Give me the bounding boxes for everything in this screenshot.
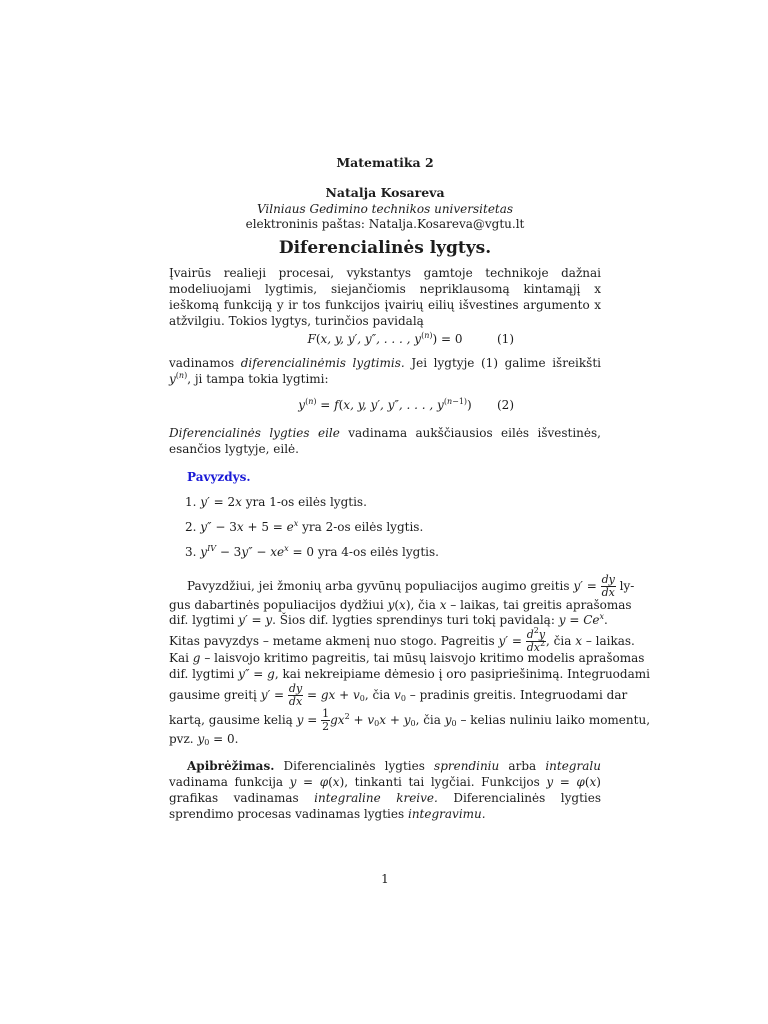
equation-2-body: $y^{(n)} = f(x$, y, y′, y″, . . . , $y^{(n-1)}$) bbox=[298, 397, 472, 412]
para2-text: Pavyzdžiui, jei žmonių arba gyvūnų populiacijos augimo greitis bbox=[187, 579, 570, 593]
example-item-number: 3. bbox=[185, 545, 197, 559]
equation-2-label: (2) bbox=[497, 398, 514, 412]
after-eq1-text-a: vadinamos bbox=[169, 356, 235, 370]
definition-text: arba bbox=[508, 759, 537, 773]
para2-text: – kelias nuliniu laiko momentu, bbox=[460, 713, 651, 727]
document-title: Matematika 2 bbox=[336, 155, 434, 170]
example-item-number: 2. bbox=[185, 520, 197, 534]
intro-text: Įvairūs realieji procesai, vykstantys gamtoje technikoje dažnai modeliuojami lygtimis, siejančiomis nepriklausomą kintamąjį x ieškomą funkciją y ir tos funkcijos įvairių eilių išvestines argumento x atžvilgiu. Tokios lygtys, turinčios pavidalą bbox=[169, 266, 601, 328]
stone-paragraph-line: gausime greitį y′ = $\frac{dy}{dx}$ = gx + $v_0$, čia $v_0$ – pradinis greitis. Integruodami dar bbox=[169, 682, 628, 708]
example-heading bbox=[169, 469, 601, 485]
equation-1-label: (1) bbox=[497, 332, 514, 346]
para2-text: Kai bbox=[169, 651, 189, 665]
example-item: 1. y′ = 2x yra 1-os eilės lygtis. bbox=[185, 495, 367, 509]
para2-text: – laikas, tai greitis aprašomas bbox=[450, 598, 632, 612]
page-number: 1 bbox=[381, 872, 389, 886]
author-email: elektroninis paštas: Natalja.Kosareva@vgtu.lt bbox=[245, 217, 525, 231]
order-paragraph bbox=[169, 425, 601, 457]
para2-text: , kai nekreipiame dėmesio į oro pasipriešinimą. Integruodami bbox=[274, 667, 650, 681]
para2-text: – laikas. bbox=[585, 634, 635, 648]
term-differential-equations: diferencialinėmis lygtimis. bbox=[240, 356, 405, 370]
example-heading-text: Pavyzdys. bbox=[187, 470, 251, 484]
after-eq1-paragraph: vadinamos diferencialinėmis lygtimis. Jei lygtyje (1) galime išreikšti $y^{(n)}$, ji tampa tokia lygtimi: bbox=[169, 356, 601, 386]
definition-text: , tinkanti tai lygčiai. Funkcijos bbox=[344, 775, 540, 789]
para2-text: , čia bbox=[415, 713, 441, 727]
para2-text: Kitas pavyzdys – metame akmenį nuo stogo. Pagreitis bbox=[169, 634, 495, 648]
definition-text: vadinama bbox=[169, 775, 228, 789]
example-item: 2. $y'' - 3x + 5 = e^x$ yra 2-os eilės lygtis. bbox=[185, 519, 424, 534]
term-integral: integralu bbox=[545, 759, 601, 773]
author-name: Natalja Kosareva bbox=[325, 185, 445, 200]
example-item-number: 1. bbox=[185, 495, 197, 509]
stone-paragraph-line: pvz. $y_0 = 0$. bbox=[169, 732, 239, 747]
para2-text: gus dabartinės populiacijos dydžiui bbox=[169, 598, 384, 612]
definition-text: grafikas vadinamas bbox=[169, 791, 299, 805]
definition-text: Diferencialinės lygties bbox=[283, 759, 425, 773]
definition-text: Diferencialinės lygties sprendimo procesas vadinamas lygties bbox=[169, 791, 601, 821]
example-item-text: yra 1-os eilės lygtis. bbox=[245, 495, 367, 509]
term-order: Diferencialinės lygties eile bbox=[169, 426, 340, 440]
term-integration: integravimu. bbox=[407, 807, 486, 821]
para2-text: . Šios dif. lygties sprendinys turi tokį pavidalą: bbox=[272, 613, 555, 627]
term-integral-curve: integraline kreive. bbox=[314, 791, 438, 805]
para2-text: kartą, gausime kelią bbox=[169, 713, 293, 727]
definition-paragraph: Apibrėžimas. Diferencialinės lygties sprendiniu arba integralu vadinama funkcija y = φ(x), tinkanti tai lygčiai. Funkcijos y = φ(x) grafikas vadinamas integraline kreive. Diferencialinės lygties sprendimo procesas vadinamas lygties integravimu. bbox=[169, 759, 601, 821]
term-solution: sprendiniu bbox=[434, 759, 500, 773]
author-affiliation: Vilniaus Gedimino technikos universitetas bbox=[256, 202, 514, 216]
para2-text: dif. lygtimi bbox=[169, 613, 235, 627]
population-paragraph: Pavyzdžiui, jei žmonių arba gyvūnų populiacijos augimo greitis y′ = $\frac{dy}{dx}$ ly- bbox=[187, 573, 635, 599]
after-eq1-text-c: , ji tampa tokia lygtimi: bbox=[187, 372, 329, 386]
order-text: vadinama aukščiausios eilės išvestinės, esančios lygtyje, eilė. bbox=[169, 426, 601, 456]
section-heading: Diferencialinės lygtys. bbox=[278, 238, 492, 258]
intro-paragraph bbox=[169, 265, 601, 329]
para2-text: gausime greitį bbox=[169, 688, 257, 702]
example-item-text: yra 2-os eilės lygtis. bbox=[302, 520, 424, 534]
example-item-text: yra 4-os eilės lygtis. bbox=[317, 545, 439, 559]
stone-paragraph-line: dif. lygtimi y″ = g, kai nekreipiame dėmesio į oro pasipriešinimą. Integruodami bbox=[169, 667, 650, 681]
equation-1-body: F(x, y, y′, y″, . . . , $y^{(n)}) = 0$ bbox=[307, 331, 463, 346]
para2-text: , čia bbox=[364, 688, 391, 702]
stone-paragraph-line: kartą, gausime kelią y = $\frac{1}{2}$ $gx^2 + v_0x + y_0$, čia $y_0$ – kelias nuliniu laiko momentu, bbox=[169, 707, 651, 733]
stone-paragraph-line: Kai g – laisvojo kritimo pagreitis, tai mūsų laisvojo kritimo modelis aprašomas bbox=[169, 651, 645, 665]
definition-label: Apibrėžimas. bbox=[187, 759, 275, 773]
para2-text: – pradinis greitis. Integruodami dar bbox=[409, 688, 628, 702]
example-item: 3. $y^{IV} - 3y'' - xe^x = 0$ yra 4-os eilės lygtis. bbox=[185, 544, 439, 559]
para2-text: pvz. bbox=[169, 732, 194, 746]
after-eq1-text-b: Jei lygtyje (1) galime išreikšti bbox=[411, 356, 601, 370]
population-paragraph-line: dif. lygtimi y′ = y. Šios dif. lygties sprendinys turi tokį pavidalą: $y = Ce^x$. bbox=[169, 612, 608, 627]
stone-paragraph-line: Kitas pavyzdys – metame akmenį nuo stogo. Pagreitis y′ = $\frac{d^2y}{dx^2}$ , čia x – laikas. bbox=[169, 626, 635, 654]
para2-text: dif. lygtimi bbox=[169, 667, 235, 681]
definition-text: funkcija bbox=[234, 775, 284, 789]
population-paragraph-line: gus dabartinės populiacijos dydžiui y(x), čia x – laikas, tai greitis aprašomas bbox=[169, 598, 632, 612]
para2-text: , čia bbox=[546, 634, 572, 648]
para2-text: ly- bbox=[619, 579, 635, 593]
para2-text: , čia bbox=[410, 598, 436, 612]
para2-text: – laisvojo kritimo pagreitis, tai mūsų laisvojo kritimo modelis aprašomas bbox=[204, 651, 645, 665]
